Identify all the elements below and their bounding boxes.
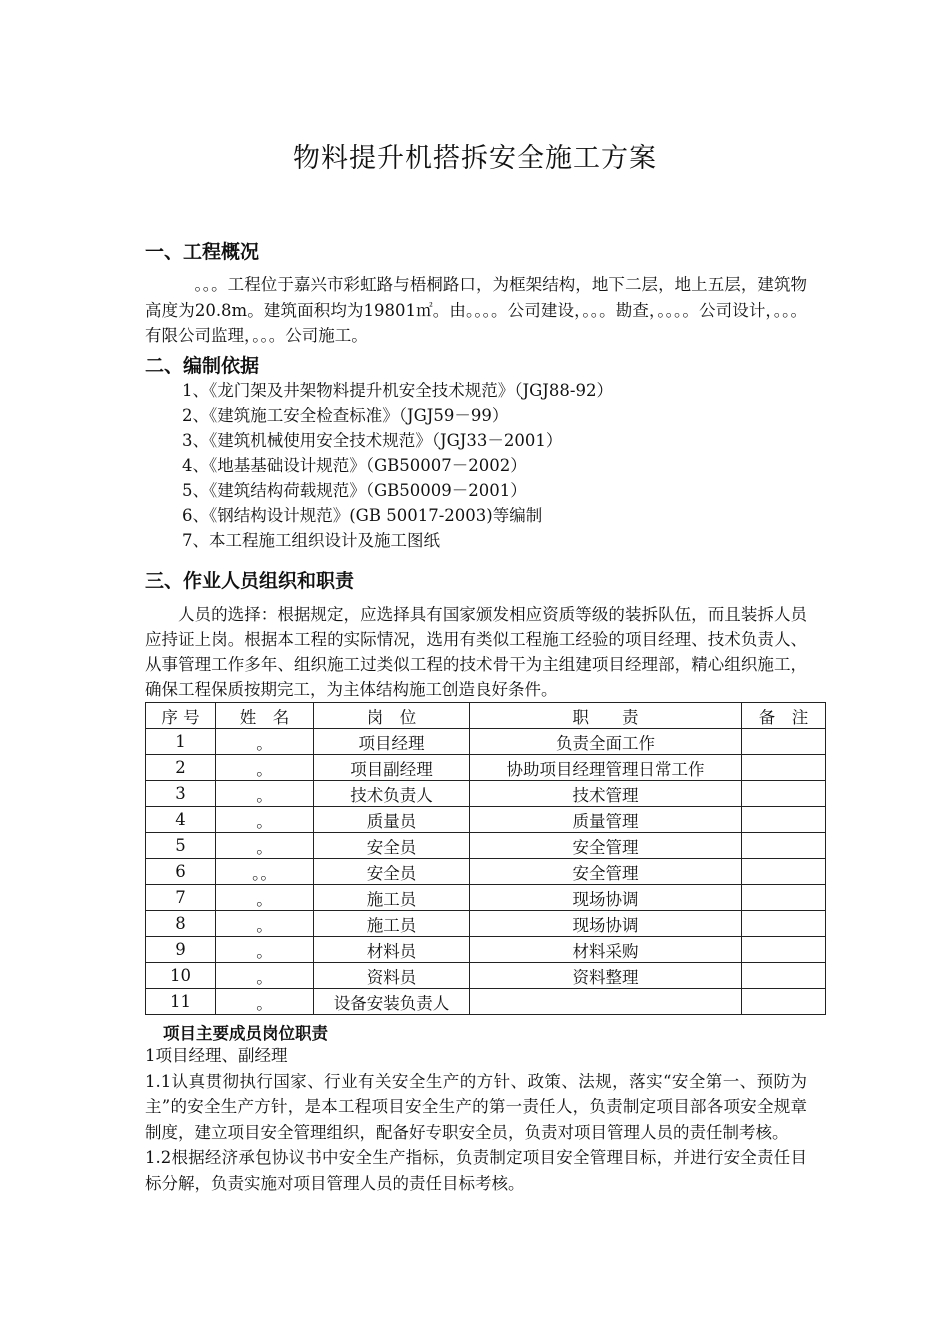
table-cell: 。 — [216, 885, 314, 911]
table-row — [146, 755, 826, 781]
table-cell: 安全管理 — [470, 833, 742, 859]
table-cell: 质量管理 — [470, 807, 742, 833]
table-cell — [742, 859, 826, 885]
duties-subheading: 项目主要成员岗位职责 — [163, 1024, 328, 1043]
table-row — [146, 859, 826, 885]
table-cell: 3 — [146, 781, 216, 807]
basis-list — [182, 378, 613, 553]
table-row — [146, 963, 826, 989]
table-cell: 。 — [216, 989, 314, 1015]
header-cell: 备 注 — [742, 703, 826, 729]
table-cell: 资料整理 — [470, 963, 742, 989]
table-cell: 5 — [146, 833, 216, 859]
table-cell — [742, 911, 826, 937]
table-cell: 7 — [146, 885, 216, 911]
table-cell: 材料采购 — [470, 937, 742, 963]
table-cell: 6 — [146, 859, 216, 885]
table-cell — [742, 807, 826, 833]
duty-paragraph: 1.2根据经济承包协议书中安全生产指标，负责制定项目安全管理目标，并进行安全责任目标分解，负责实施对项目管理人员的责任目标考核。 — [145, 1148, 807, 1193]
list-item: 3、《建筑机械使用安全技术规范》（JGJ33－2001） — [182, 431, 563, 450]
list-item: 4、《地基基础设计规范》（GB50007－2002） — [182, 456, 527, 475]
table-cell: 负责全面工作 — [470, 729, 742, 755]
table-cell: 项目经理 — [314, 729, 470, 755]
table-cell — [742, 833, 826, 859]
table-cell: 。 — [216, 729, 314, 755]
table-cell: 。 — [216, 963, 314, 989]
table-cell: 安全管理 — [470, 859, 742, 885]
table-cell: 安全员 — [314, 859, 470, 885]
list-item: 6、《钢结构设计规范》(GB 50017-2003)等编制 — [182, 506, 543, 525]
overview-paragraph: 。。。工程位于嘉兴市彩虹路与梧桐路口，为框架结构，地下二层，地上五层，建筑物高度为20.8m。建筑面积均为19801㎡。由。。。。公司建设，。。。勘查，。。。。公司设计，。。。有限公司监理，。。。公司施工。 — [145, 275, 807, 345]
staff-paragraph: 人员的选择：根据规定，应选择具有国家颁发相应资质等级的装拆队伍，而且装拆人员应持证上岗。根据本工程的实际情况，选用有类似工程施工经验的项目经理、技术负责人、从事管理工作多年、组织施工过类似工程的技术骨干为主组建项目经理部，精心组织施工，确保工程保质按期完工，为主体结构施工创造良好条件。 — [145, 605, 807, 699]
table-cell — [742, 989, 826, 1015]
table-cell: 材料员 — [314, 937, 470, 963]
table-cell — [742, 937, 826, 963]
table-cell: 2 — [146, 755, 216, 781]
table-cell: 。 — [216, 755, 314, 781]
section-heading-staff: 三、作业人员组织和职责 — [145, 570, 355, 592]
table-cell: 。。 — [216, 859, 314, 885]
table-cell: 协助项目经理管理日常工作 — [470, 755, 742, 781]
table-row — [146, 911, 826, 937]
table-cell: 。 — [216, 911, 314, 937]
table-cell — [742, 729, 826, 755]
table-cell: 11 — [146, 989, 216, 1015]
list-item: 1、《龙门架及井架物料提升机安全技术规范》（JGJ88-92） — [182, 381, 613, 400]
header-cell: 序 号 — [146, 703, 216, 729]
table-cell: 项目副经理 — [314, 755, 470, 781]
staff-table — [145, 702, 826, 1015]
staff-table-body — [146, 729, 826, 1015]
table-cell — [742, 963, 826, 989]
duty-paragraph: 1项目经理、副经理 — [145, 1046, 288, 1065]
table-cell: 现场协调 — [470, 911, 742, 937]
table-row — [146, 937, 826, 963]
table-cell: 资料员 — [314, 963, 470, 989]
table-cell: 1 — [146, 729, 216, 755]
table-cell — [742, 755, 826, 781]
table-cell: 施工员 — [314, 911, 470, 937]
header-cell: 岗 位 — [314, 703, 470, 729]
table-header-row — [146, 703, 826, 729]
table-cell: 。 — [216, 807, 314, 833]
table-cell: 安全员 — [314, 833, 470, 859]
table-cell — [470, 989, 742, 1015]
table-cell: 现场协调 — [470, 885, 742, 911]
section-heading-basis: 二、编制依据 — [145, 355, 260, 377]
table-cell — [742, 885, 826, 911]
header-cell: 姓 名 — [216, 703, 314, 729]
table-row — [146, 807, 826, 833]
table-cell: 技术管理 — [470, 781, 742, 807]
list-item: 7、本工程施工组织设计及施工图纸 — [182, 531, 440, 550]
table-row — [146, 729, 826, 755]
list-item: 2、《建筑施工安全检查标准》（JGJ59－99） — [182, 406, 509, 425]
table-cell: 施工员 — [314, 885, 470, 911]
header-cell: 职 责 — [470, 703, 742, 729]
table-cell: 10 — [146, 963, 216, 989]
table-cell — [742, 781, 826, 807]
table-cell: 。 — [216, 781, 314, 807]
duties-text — [145, 1043, 807, 1196]
table-cell: 质量员 — [314, 807, 470, 833]
table-row — [146, 989, 826, 1015]
table-row — [146, 885, 826, 911]
table-cell: 9 — [146, 937, 216, 963]
table-cell: 4 — [146, 807, 216, 833]
table-row — [146, 833, 826, 859]
table-cell: 。 — [216, 937, 314, 963]
table-cell: 设备安装负责人 — [314, 989, 470, 1015]
section-heading-overview: 一、工程概况 — [145, 241, 260, 263]
duty-paragraph: 1.1认真贯彻执行国家、行业有关安全生产的方针、政策、法规，落实“安全第一、预防为主”的安全生产方针，是本工程项目安全生产的第一责任人，负责制定项目部各项安全规章制度，建立项目安全管理组织，配备好专职安全员，负责对项目管理人员的责任制考核。 — [145, 1071, 807, 1142]
document-title: 物料提升机搭拆安全施工方案 — [293, 143, 657, 174]
table-cell: 。 — [216, 833, 314, 859]
table-cell: 8 — [146, 911, 216, 937]
table-cell: 技术负责人 — [314, 781, 470, 807]
list-item: 5、《建筑结构荷载规范》（GB50009－2001） — [182, 481, 527, 500]
table-row — [146, 781, 826, 807]
